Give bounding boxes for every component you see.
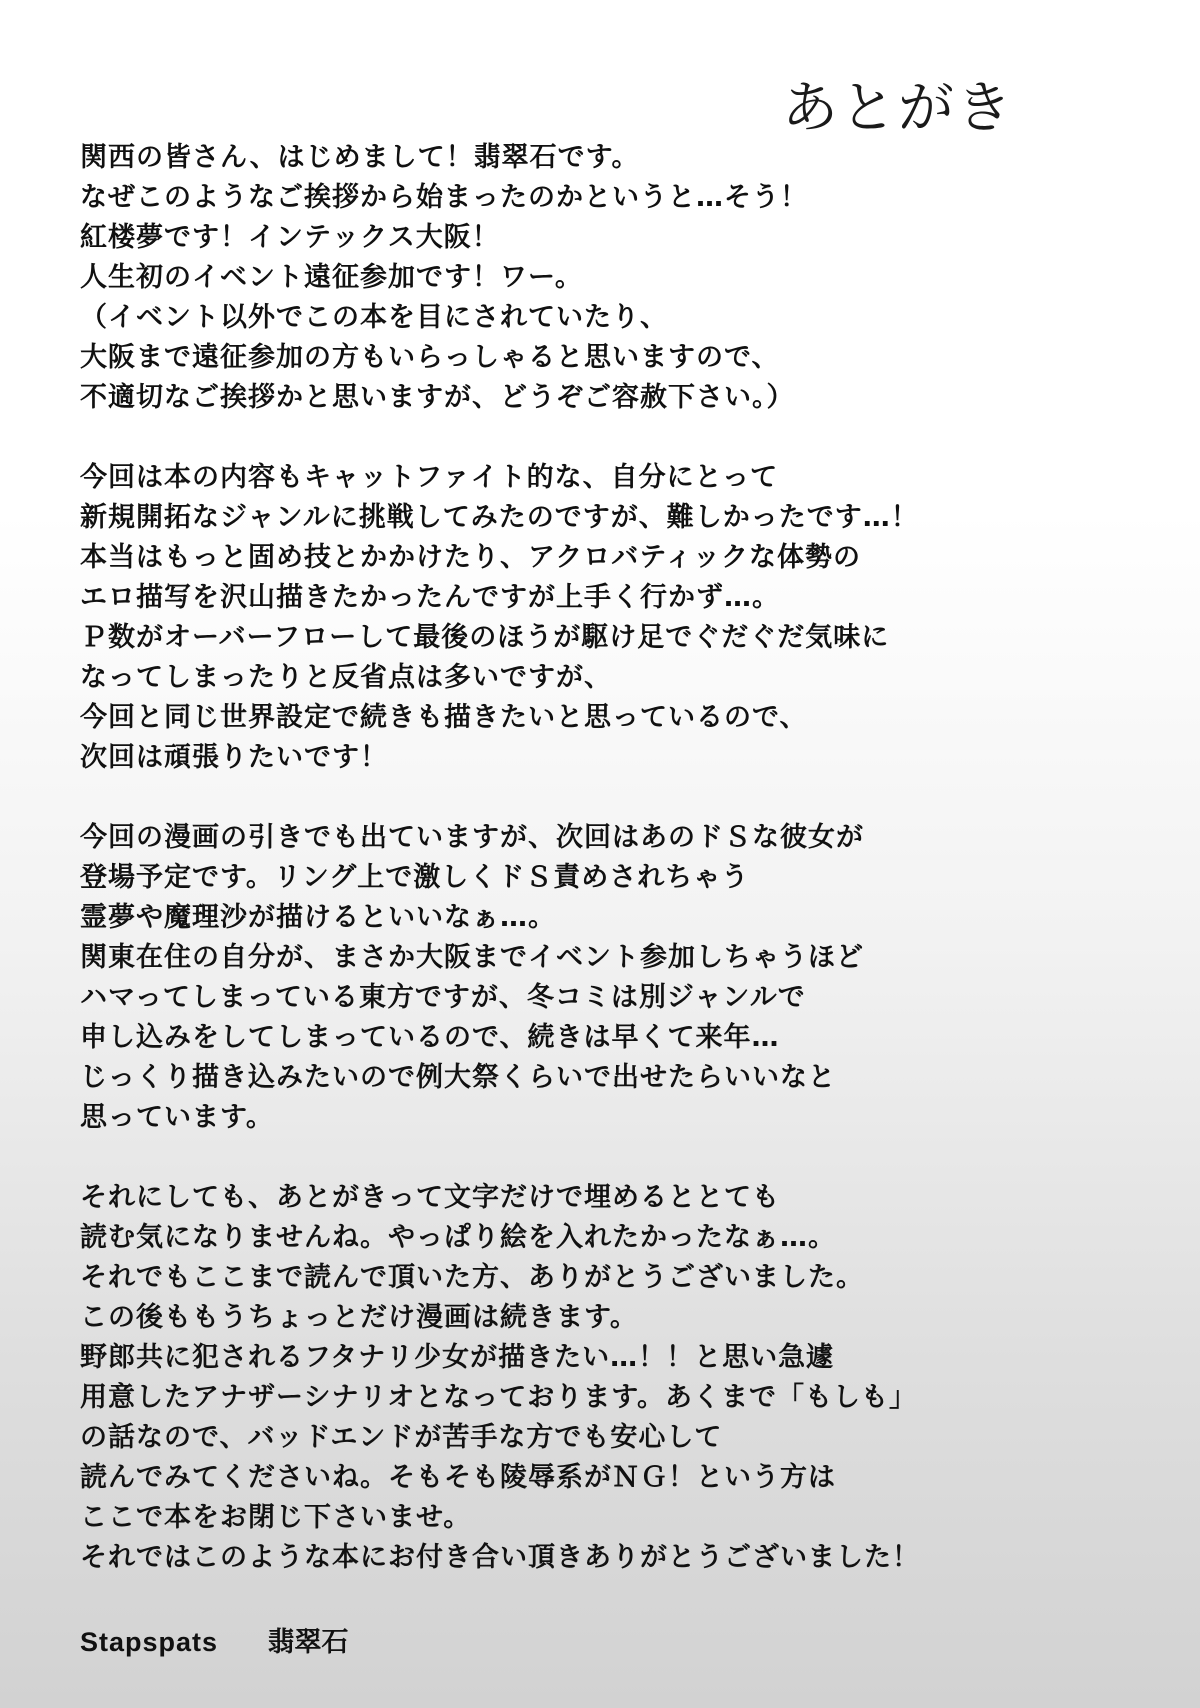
text-line: 今回と同じ世界設定で続きも描きたいと思っているので、 <box>80 702 808 733</box>
text-line: 読んでみてくださいね。そもそも陵辱系がＮＧ！という方は <box>80 1462 836 1493</box>
text-line: 用意したアナザーシナリオとなっております。あくまで「もしも」 <box>80 1382 918 1413</box>
text-line: 大阪まで遠征参加の方もいらっしゃると思いますので、 <box>80 342 780 373</box>
text-line: エロ描写を沢山描きたかったんですが上手く行かず…。 <box>80 582 780 613</box>
text-line: Ｐ数がオーバーフローして最後のほうが駆け足でぐだぐだ気味に <box>80 622 890 653</box>
signature <box>80 1620 348 1659</box>
text-line: 霊夢や魔理沙が描けるといいなぁ…。 <box>80 902 556 933</box>
text-line: 今回の漫画の引きでも出ていますが、次回はあのドＳな彼女が <box>80 822 864 853</box>
text-line: 読む気になりませんね。やっぱり絵を入れたかったなぁ…。 <box>80 1222 836 1253</box>
page-title: あとがき <box>782 76 1014 141</box>
author-name: 翡翠石 <box>267 1627 349 1658</box>
text-line: それにしても、あとがきって文字だけで埋めるととても <box>80 1182 780 1213</box>
text-line: 関東在住の自分が、まさか大阪までイベント参加しちゃうほど <box>80 942 864 973</box>
text-line: 新規開拓なジャンルに挑戦してみたのですが、難しかったです…！ <box>80 502 919 533</box>
text-line: 本当はもっと固め技とかかけたり、アクロバティックな体勢の <box>80 542 862 573</box>
paragraph <box>80 458 1120 778</box>
text-line: 人生初のイベント遠征参加です！ワー。 <box>80 262 583 293</box>
text-line: それでもここまで読んで頂いた方、ありがとうございました。 <box>80 1262 864 1293</box>
text-line: 次回は頑張りたいです！ <box>80 742 388 773</box>
text-line: なぜこのようなご挨拶から始まったのかというと…そう！ <box>80 182 808 213</box>
text-line: なってしまったりと反省点は多いですが、 <box>80 662 612 693</box>
paragraph <box>80 138 1120 418</box>
text-line: （イベント以外でこの本を目にされていたり、 <box>80 302 668 333</box>
text-line: ここで本をお閉じ下さいませ。 <box>80 1502 472 1533</box>
paragraph <box>80 1178 1120 1578</box>
text-line: この後ももうちょっとだけ漫画は続きます。 <box>80 1302 638 1333</box>
text-line: 紅楼夢です！インテックス大阪！ <box>80 222 500 253</box>
text-line: 申し込みをしてしまっているので、続きは早くて来年… <box>80 1022 780 1053</box>
text-line: 思っています。 <box>80 1102 274 1133</box>
text-line: それではこのような本にお付き合い頂きありがとうございました！ <box>80 1542 920 1573</box>
text-line: 関西の皆さん、はじめまして！翡翠石です。 <box>80 142 640 173</box>
text-line: じっくり描き込みたいので例大祭くらいで出せたらいいなと <box>80 1062 836 1093</box>
text-line: 登場予定です。リング上で激しくドＳ責めされちゃう <box>80 862 750 893</box>
text-line: の話なので、バッドエンドが苦手な方でも安心して <box>80 1422 723 1453</box>
text-line: 野郎共に犯されるフタナリ少女が描きたい…！！と思い急遽 <box>80 1342 835 1373</box>
circle-name: Stapspats <box>80 1627 219 1657</box>
text-line: ハマってしまっている東方ですが、冬コミは別ジャンルで <box>80 982 806 1013</box>
afterword-body <box>80 138 1120 1618</box>
text-line: 不適切なご挨拶かと思いますが、どうぞご容赦下さい。） <box>80 382 795 413</box>
paragraph <box>80 818 1120 1138</box>
text-line: 今回は本の内容もキャットファイト的な、自分にとって <box>80 462 779 493</box>
